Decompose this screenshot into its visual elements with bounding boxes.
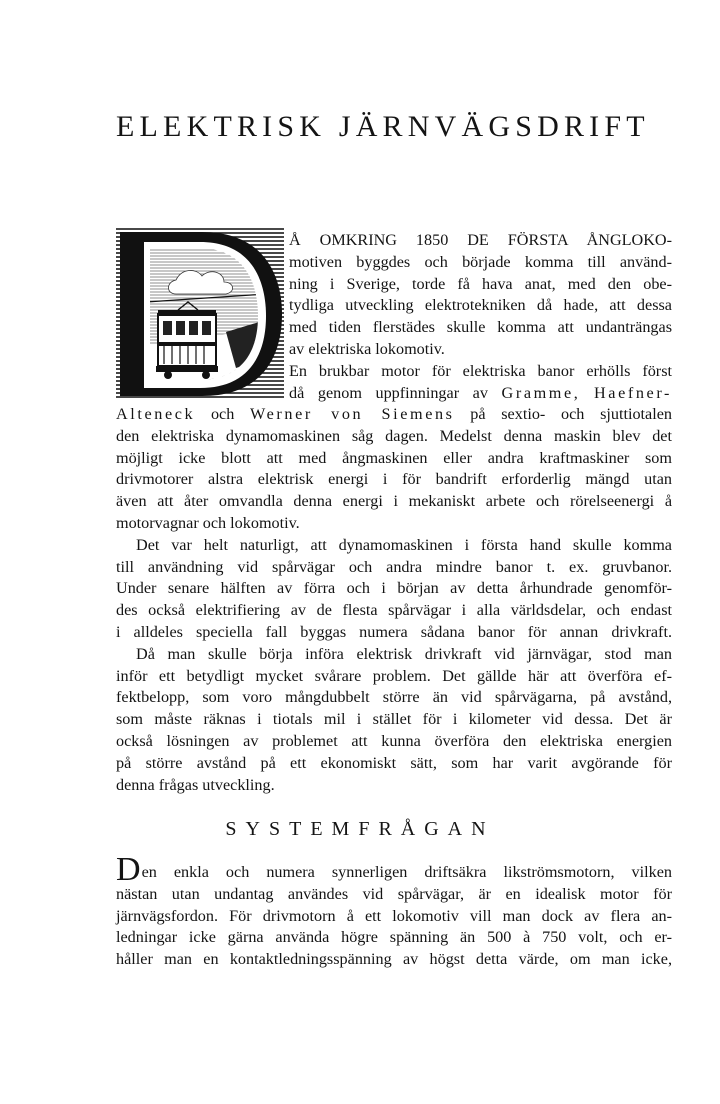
intro-paragraph (289, 230, 672, 404)
intro-line: Å OMKRING 1850 DE FÖRSTA ÅNGLOKO- (289, 231, 672, 249)
paragraph-line: Det var helt naturligt, att dynamomaskinen i första hand skulle komma (136, 535, 672, 554)
paragraph-line: i alldeles speciella fall byggas numera sådana banor för annan drivkraft. (116, 622, 672, 641)
paragraph-line: också lösningen av problemet att kunna överföra den elektriska energien (116, 731, 672, 750)
intro-line: med tiden flerstädes skulle komma att undanträngas (289, 318, 672, 337)
paragraph-line: ledningar icke gärna använda högre spänning än 500 à 750 volt, och er- (116, 928, 672, 947)
intro-line: av elektriska lokomotiv. (289, 339, 445, 358)
paragraph-line: motorvagnar och lokomotiv. (116, 513, 300, 532)
inventor-name-siemens: Werner von Siemens (250, 405, 455, 423)
main-text (116, 404, 672, 796)
paragraph-line: till användning vid spårvägar och andra mindre banor t. ex. gruvbanor. (116, 557, 672, 576)
intro-line: motiven byggdes och började komma till använd- (289, 252, 672, 271)
paragraph-line: fektbelopp, som voro mångdubbelt större än vid spårvägarna, på avstånd, (116, 688, 672, 707)
inventor-name-haefner: Haefner- (594, 383, 673, 402)
paragraph-line: Under senare hälften av förra och i början av detta århundrade genomför- (116, 579, 672, 598)
intro-line: tydliga utveckling elektrotekniken då hade, att dessa (289, 296, 672, 315)
paragraph-line: drivmotorer alstra elektrisk energi i för bandrift erforderlig mängd utan (116, 470, 672, 489)
paragraph-2-line-3: Alteneck och Werner von Siemens på sextio- och sjuttiotalen (116, 405, 673, 423)
chapter-title: ELEKTRISK JÄRNVÄGSDRIFT (116, 110, 650, 143)
paragraph-line: nästan utan undantag användes vid spårvägar, är en idealisk motor för (116, 884, 672, 903)
inventor-name-gramme: Gramme, (501, 383, 581, 402)
paragraph-line: järnvägsfordon. För drivmotorn å ett lokomotiv vill man dock av flera an- (116, 906, 672, 925)
paragraph-line: även att åter omvandla denna energi i mekaniskt arbete och rörelseenergi å (116, 492, 672, 511)
paragraph-line: denna frågas utveckling. (116, 775, 275, 794)
paragraph-2-line-1: En brukbar motor för elektriska banor erhölls först (289, 361, 672, 380)
dropcap-illustration (116, 228, 284, 400)
inventor-name-alteneck: Alteneck (116, 405, 196, 423)
section-heading: SYSTEMFRÅGAN (225, 818, 495, 840)
paragraph-line: Då man skulle börja införa elektrisk drivkraft vid järnvägar, stod man (136, 644, 672, 663)
paragraph-line: håller man en kontaktledningsspänning av högst detta värde, om man icke, (116, 950, 672, 969)
paragraph-2-line-2: då genom uppfinningar av Gramme, Haefner- (289, 383, 673, 402)
paragraph-line: på större avstånd på ett ekonomiskt sätt, som har varit avgörande för (116, 753, 672, 772)
intro-line: ning i Sverige, torde få hava anat, med den obe- (289, 274, 672, 293)
paragraph-line: som måste räknas i tiotals mil i stället för i kilometer vid dessa. Det är (116, 710, 672, 729)
paragraph-line: den elektriska dynamomaskinen såg dagen. Medelst denna maskin blev det (116, 426, 672, 445)
paragraph-line: des också elektrifiering av de flesta spårvägar i alla världsdelar, och endast (116, 601, 672, 620)
section-initial: D (116, 851, 141, 888)
paragraph-line: inför ett betydligt mycket svårare problem. Det gällde här att överföra ef- (116, 666, 672, 685)
paragraph-line: möjligt icke blott att med ångmaskinen eller andra kraftmaskiner som (116, 448, 672, 467)
section-first-line: Den enkla och numera synnerligen driftsäkra likströmsmotorn, vilken (116, 851, 672, 888)
section-text (116, 851, 672, 971)
